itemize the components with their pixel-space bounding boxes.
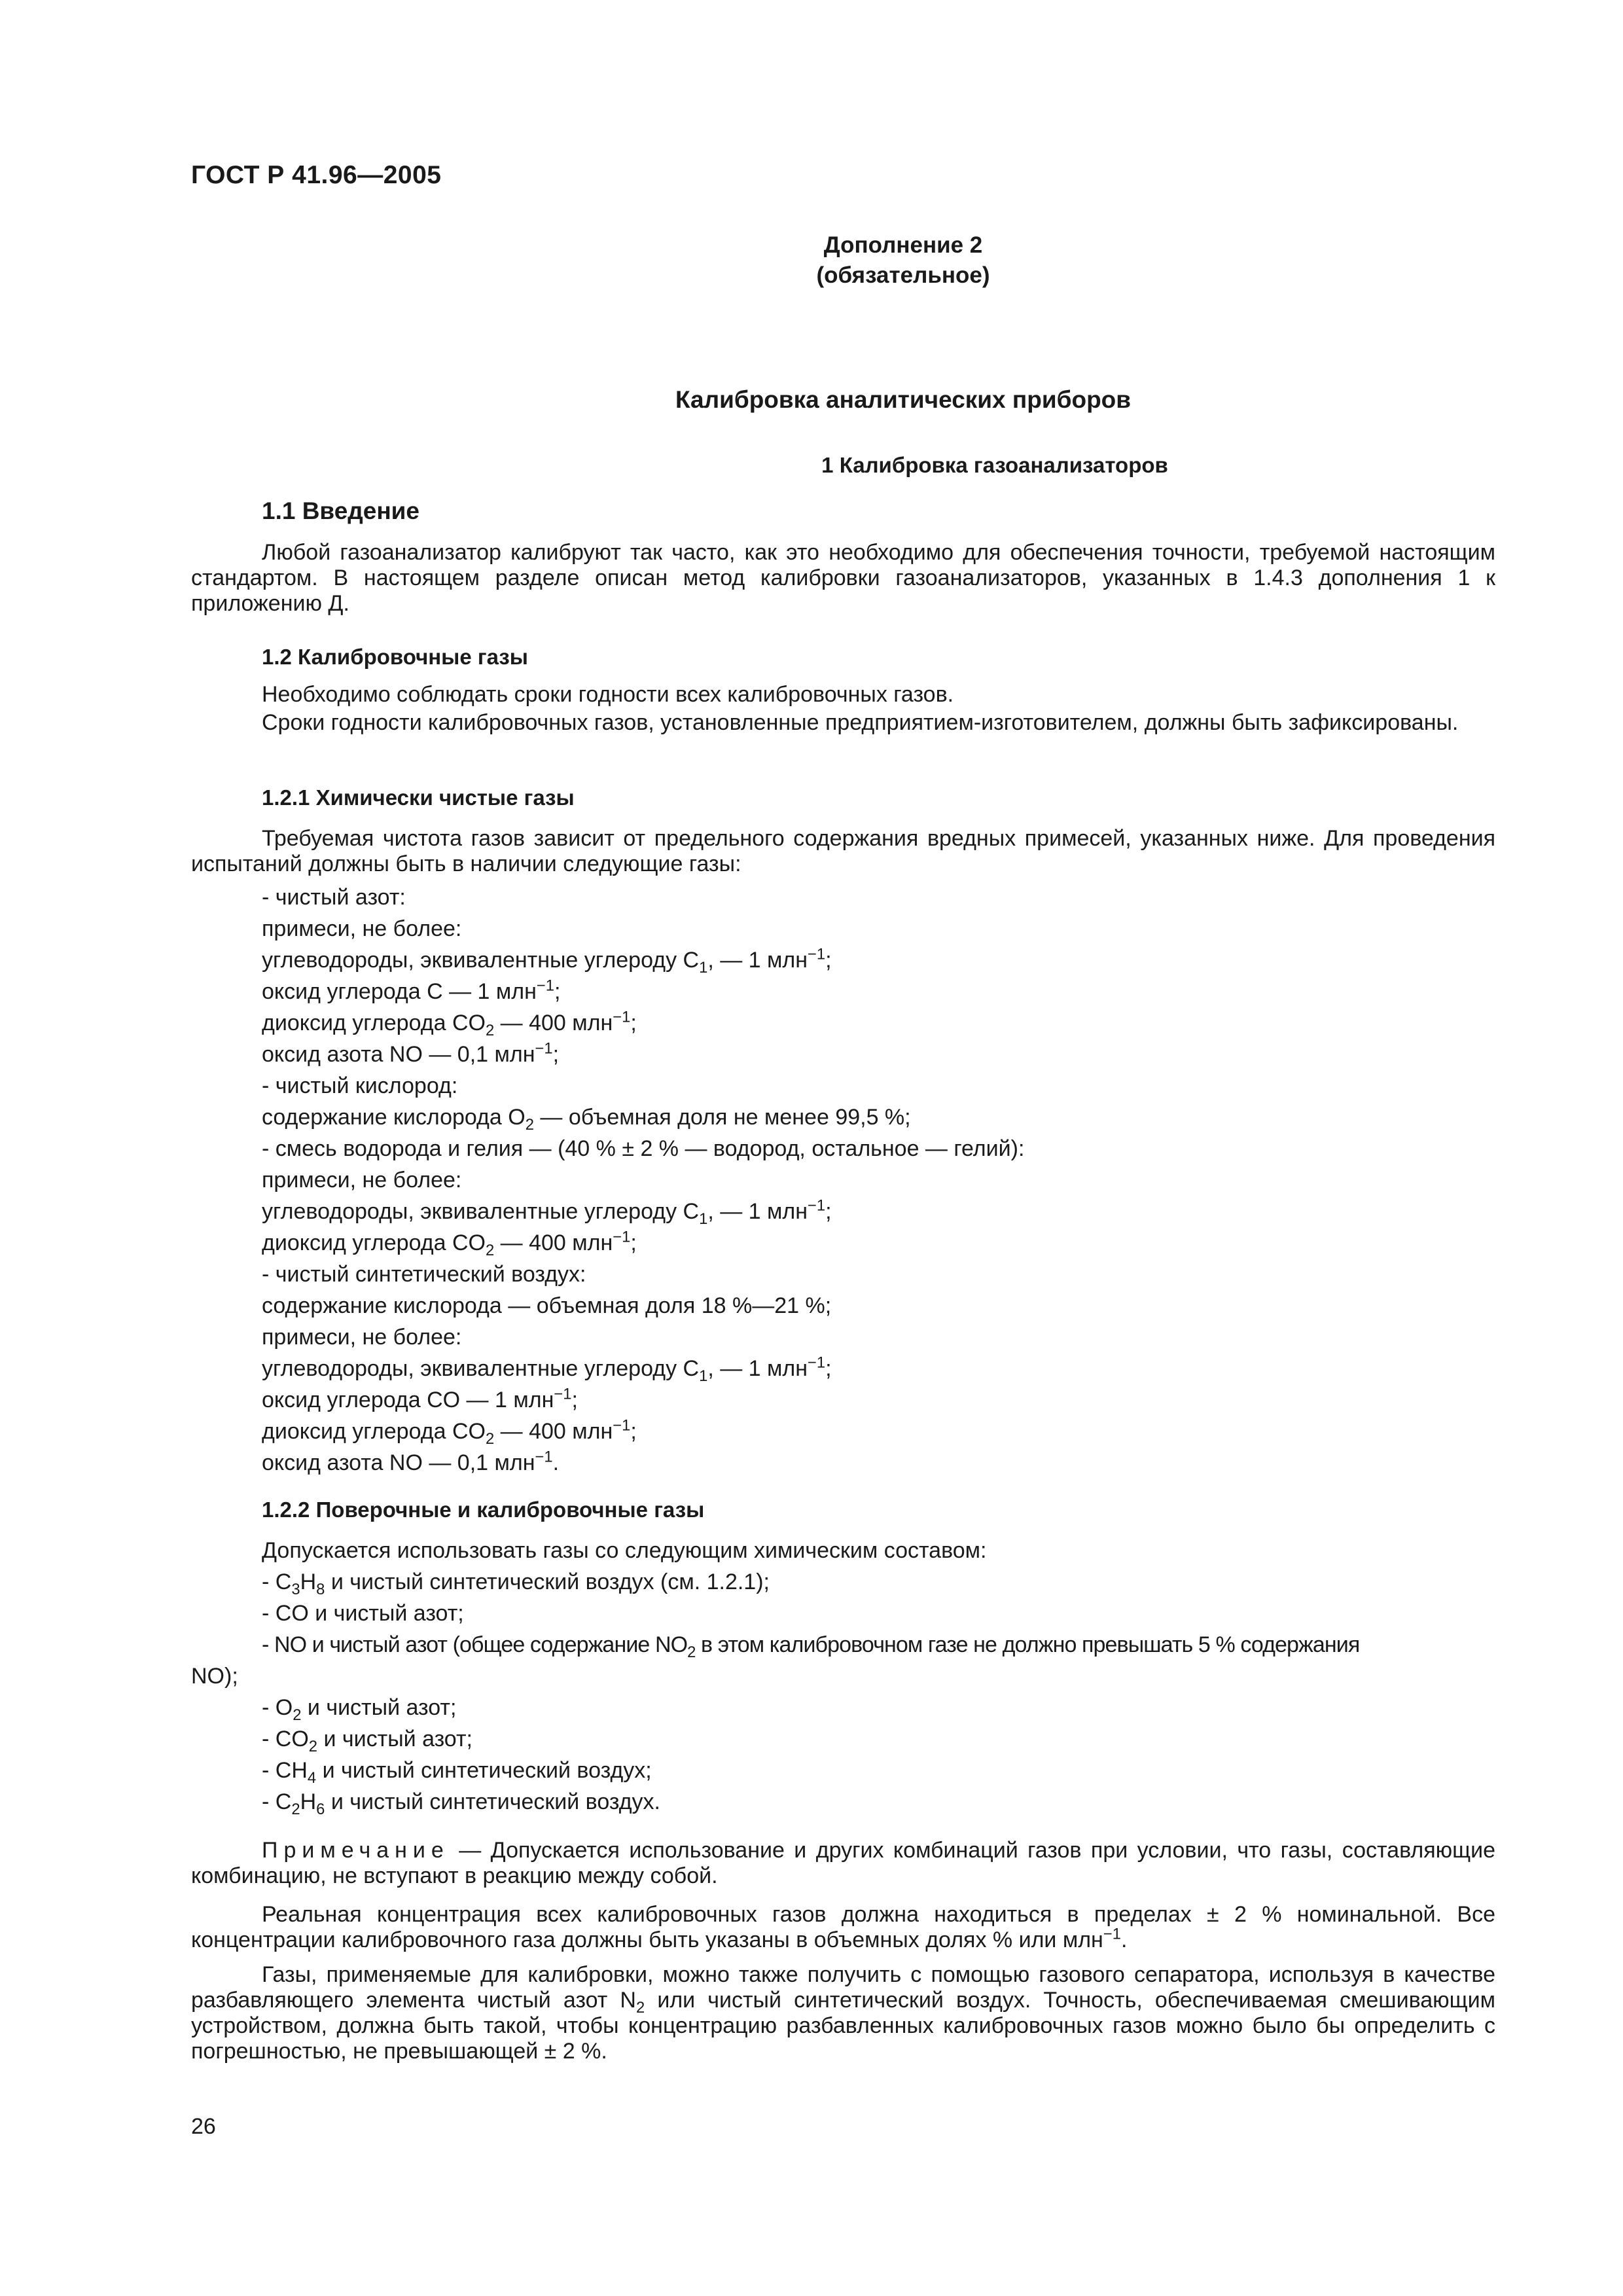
gas-list-line: углеводороды, эквивалентные углероду $C_1$, — 1 млн$^{-1}$; (262, 945, 832, 977)
gas-list-line: диоксид углерода $CO_2$ — 400 млн$^{-1}$; (262, 1416, 637, 1448)
gas-list-line: углеводороды, эквивалентные углероду $C_1$, — 1 млн$^{-1}$; (262, 1196, 832, 1228)
section-1-2-paragraph-1: Необходимо соблюдать сроки годности всех калибровочных газов. (262, 682, 954, 707)
section-1-2-2-intro: Допускается использовать газы со следующим химическим составом: (262, 1538, 987, 1563)
gas-list-line: диоксид углерода $CO_2$ — 400 млн$^{-1}$; (262, 1008, 637, 1039)
section-1-2-1-intro: Требуемая чистота газов зависит от предельного содержания вредных примесей, указанных ниже. Для проведения испытаний должны быть в наличии следующие газы: (191, 826, 1495, 876)
gas-list-line: примеси, не более: (262, 916, 462, 941)
gas-list-line: содержание кислорода $O_2$ — объемная доля не менее 99,5 %; (262, 1105, 911, 1134)
section-1-1-heading: 1.1 Введение (262, 497, 420, 524)
gas-combination-item: - $O_2$ и чистый азот; (262, 1695, 457, 1724)
standard-code: ГОСТ Р 41.96—2005 (191, 161, 442, 189)
gas-list-line: примеси, не более: (262, 1325, 462, 1350)
gas-combination-item: - $CH_4$ и чистый синтетический воздух; (262, 1758, 652, 1787)
gas-list-line: оксид углерода C — 1 млн$^{-1}$; (262, 977, 561, 1004)
main-title: Калибровка аналитических приборов (675, 386, 1132, 413)
section-title: 1 Калибровка газоанализаторов (821, 453, 1168, 477)
gas-list-line: - чистый синтетический воздух: (262, 1262, 586, 1287)
gas-combination-item: - $C_2H_6$ и чистый синтетический воздух. (262, 1789, 660, 1818)
gas-list-line: оксид азота NO — 0,1 млн$^{-1}$. (262, 1448, 560, 1475)
addendum-status: (обязательное) (816, 262, 990, 288)
note-paragraph: Примечание — Допускается использование и других комбинаций газов при условии, что газы, составляющие комбинацию, не вступают в реакцию между собой. (191, 1838, 1495, 1888)
gas-combination-item: - NO и чистый азот (общее содержание $NO_2$ в этом калибровочном газе не должно превышать 5 % содержания (262, 1632, 1360, 1661)
gas-list-line: примеси, не более: (262, 1168, 462, 1193)
gas-list-line: углеводороды, эквивалентные углероду $C_1$, — 1 млн$^{-1}$; (262, 1354, 832, 1385)
section-1-2-paragraph-2: Сроки годности калибровочных газов, установленные предприятием-изготовителем, должны быть зафиксированы. (262, 710, 1459, 735)
gas-list-line: оксид углерода CO — 1 млн$^{-1}$; (262, 1385, 578, 1412)
section-1-2-2-heading: 1.2.2 Поверочные и калибровочные газы (262, 1498, 705, 1522)
gas-combination-item: - CO и чистый азот; (262, 1601, 464, 1626)
gas-list-line: - чистый азот: (262, 885, 406, 910)
note-label: Примечание (262, 1838, 450, 1863)
gas-list-line: оксид азота NO — 0,1 млн$^{-1}$; (262, 1039, 560, 1067)
section-1-2-1-heading: 1.2.1 Химически чистые газы (262, 785, 575, 810)
page-number: 26 (191, 2114, 216, 2139)
section-1-1-paragraph: Любой газоанализатор калибруют так часто, как это необходимо для обеспечения точности, требуемой настоящим стандартом. В настоящем разделе описан метод калибровки газоанализаторов, указанных в 1.4.3 дополнения 1 к приложению Д. (191, 540, 1495, 616)
addendum-heading (92, 230, 1623, 291)
gas-list-line: - смесь водорода и гелия — (40 % ± 2 % — водород, остальное — гелий): (262, 1136, 1025, 1161)
gas-list-line: диоксид углерода $CO_2$ — 400 млн$^{-1}$; (262, 1228, 637, 1259)
gas-combination-item: - $CO_2$ и чистый азот; (262, 1727, 473, 1755)
gas-list-line: - чистый кислород: (262, 1073, 458, 1098)
addendum-title: Дополнение 2 (823, 232, 983, 258)
gas-combination-item-continuation: NO); (191, 1664, 238, 1689)
section-1-2-heading: 1.2 Калибровочные газы (262, 645, 528, 669)
separator-paragraph: Газы, применяемые для калибровки, можно также получить с помощью газового сепаратора, используя в качестве разбавляющего элемента чистый азот $N_2$ или чистый синтетический воздух. Точность, обеспечиваемая смешивающим устройством, должна быть такой, чтобы концентрацию разбавленных калибровочных газов можно было бы определить с погрешностью, не превышающей ± 2 %. (191, 1962, 1496, 2064)
gas-combination-item: - $C_3H_8$ и чистый синтетический воздух (см. 1.2.1); (262, 1570, 770, 1598)
gas-list-line: содержание кислорода — объемная доля 18 %—21 %; (262, 1293, 832, 1318)
concentration-paragraph: Реальная концентрация всех калибровочных газов должна находиться в пределах ± 2 % номинальной. Все концентрации калибровочного газа должны быть указаны в объемных долях % или млн$^{-1}$. (191, 1902, 1495, 1952)
